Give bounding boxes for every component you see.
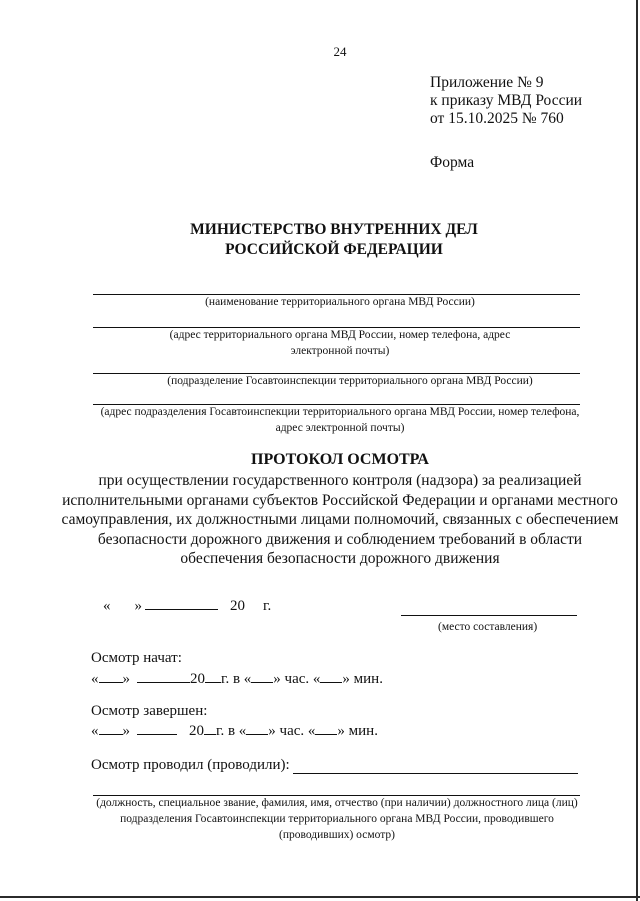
page-number: 24 — [333, 44, 347, 59]
form-label: Форма — [430, 154, 475, 171]
place-field[interactable] — [401, 615, 577, 616]
conducted-field-1[interactable] — [293, 773, 578, 774]
annex-line-3: от 15.10.2025 № 760 — [430, 110, 564, 127]
started-line — [91, 669, 383, 688]
annex-line-2: к приказу МВД России — [430, 92, 583, 109]
conducted-label: Осмотр проводил (проводили): — [91, 757, 290, 773]
finished-year-g: г. в « — [216, 723, 247, 739]
finished-line — [91, 721, 378, 740]
inspector-caption: (должность, специальное звание, фамилия, имя, отчество (при наличии) должностного лица (лиц) подразделения Госавтоинспекции территориального органа МВД России, проводившего (проводивших) осмотр) — [96, 797, 578, 841]
finished-close-quote: » — [122, 723, 130, 739]
gai-division-caption: (подразделение Госавтоинспекции территориального органа МВД России) — [167, 375, 533, 387]
finished-month-field[interactable] — [137, 721, 177, 735]
finished-open-quote: « — [91, 723, 99, 739]
started-year-field[interactable] — [205, 669, 221, 683]
started-day-field[interactable] — [99, 669, 123, 683]
started-close-quote: » — [122, 671, 130, 687]
date-year-suffix: г. — [263, 598, 272, 614]
territorial-address-caption: (адрес территориального органа МВД России, номер телефона, адрес электронной почты) — [169, 329, 511, 357]
protocol-body: при осуществлении государственного контроля (надзора) за реализацией исполнительными органами субъектов Российской Федерации и органами местного самоуправления, их должностными лицами полномочий, связанных с обеспечением безопасности дорожного движения и соблюдением требований в области обеспечения безопасности дорожного движения — [61, 472, 619, 568]
started-minutes-suffix: » мин. — [342, 671, 383, 687]
annex-block — [430, 74, 582, 128]
ministry-line-1: МИНИСТЕРСТВО ВНУТРЕННИХ ДЕЛ — [190, 221, 478, 238]
ministry-heading — [0, 220, 640, 260]
finished-hours-suffix: » час. « — [268, 723, 316, 739]
finished-minutes-field[interactable] — [315, 721, 337, 735]
annex-line-1: Приложение № 9 — [430, 74, 544, 91]
date-open-quote: « — [103, 598, 111, 614]
protocol-title: ПРОТОКОЛ ОСМОТРА — [251, 451, 429, 468]
started-month-field[interactable] — [137, 669, 190, 683]
ministry-line-2: РОССИЙСКОЙ ФЕДЕРАЦИИ — [225, 241, 443, 258]
finished-year-prefix: 20 — [189, 723, 204, 739]
place-caption: (место составления) — [438, 621, 538, 633]
started-label: Осмотр начат: — [91, 650, 182, 666]
finished-minutes-suffix: » мин. — [337, 723, 378, 739]
page-edge-bottom — [0, 896, 640, 898]
finished-year-field[interactable] — [204, 721, 216, 735]
date-close-quote: » — [134, 598, 142, 614]
territorial-body-caption: (наименование территориального органа МВД России) — [205, 296, 475, 308]
date-line — [103, 596, 271, 615]
finished-label: Осмотр завершен: — [91, 703, 208, 719]
finished-day-field[interactable] — [99, 721, 123, 735]
gai-address-caption: (адрес подразделения Госавтоинспекции территориального органа МВД России, номер телефона, адрес электронной почты) — [100, 406, 580, 434]
date-year-prefix: 20 — [230, 598, 245, 614]
finished-hours-field[interactable] — [246, 721, 268, 735]
started-open-quote: « — [91, 671, 99, 687]
started-year-g: г. в « — [221, 671, 252, 687]
started-year-prefix: 20 — [190, 671, 205, 687]
started-minutes-field[interactable] — [320, 669, 342, 683]
date-month-field[interactable] — [145, 596, 218, 610]
started-hours-field[interactable] — [251, 669, 273, 683]
started-hours-suffix: » час. « — [273, 671, 321, 687]
